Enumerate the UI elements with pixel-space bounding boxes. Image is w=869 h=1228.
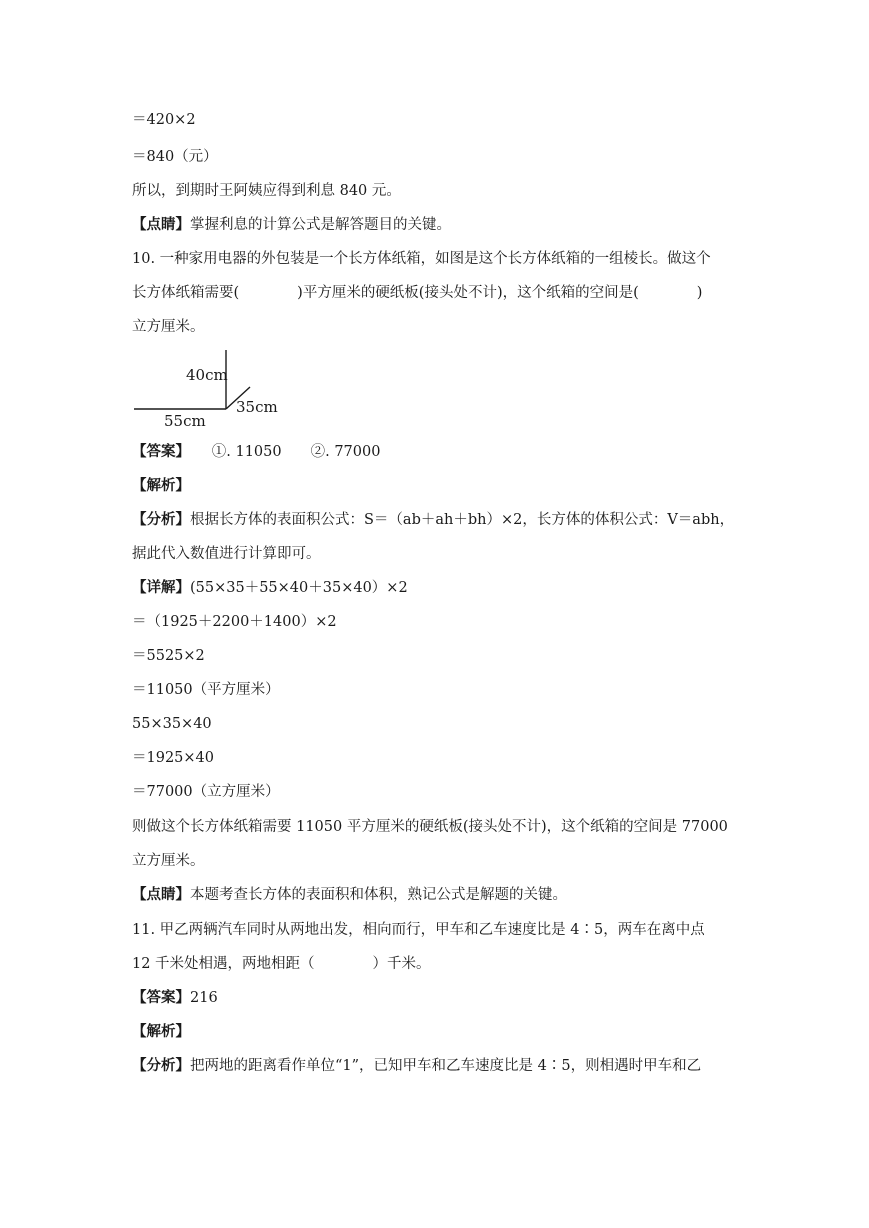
remark-tag: 【点睛】 [132,216,190,233]
calc-line: ＝11050（平方厘米） [132,682,280,698]
remark-text: 掌握利息的计算公式是解答题目的关键。 [190,217,451,233]
height-label: 40cm [186,366,228,384]
conclusion-line: 所以，到期时王阿姨应得到利息 840 元。 [132,183,401,199]
question-11-line-2: 12 千米处相遇，两地相距（ ）千米。 [132,956,431,972]
analysis-tag: 【解析】 [132,477,190,494]
detail-text: (55×35＋55×40＋35×40）×2 [190,580,408,596]
question-11-line-1: 11. 甲乙两辆汽车同时从两地出发，相向而行，甲车和乙车速度比是 4∶5，两车在离中点 [132,922,705,938]
remark-line [132,885,567,905]
analysis-text: 把两地的距离看作单位“1”，已知甲车和乙车速度比是 4∶5，则相遇时甲车和乙 [190,1058,702,1074]
calc-line: ＝420×2 [132,112,196,128]
remark-text: 本题考查长方体的表面积和体积，熟记公式是解题的关键。 [190,887,567,903]
answer-line [132,988,218,1008]
calc-line: 55×35×40 [132,716,212,732]
analysis-text: 根据长方体的表面积公式：S＝（ab＋ah＋bh）×2，长方体的体积公式：V＝abh， [190,512,735,528]
cuboid-edges-figure [130,345,280,433]
width-label: 35cm [236,398,278,416]
analysis-sub-tag: 【分析】 [132,511,190,528]
answer-line [132,442,380,462]
analysis-heading [132,1022,190,1042]
calc-line: ＝77000（立方厘米） [132,784,280,800]
remark-tag: 【点睛】 [132,886,190,903]
analysis-line [132,510,734,530]
answer-tag: 【答案】 [132,443,183,460]
analysis-heading [132,476,190,496]
question-10-line-2: 长方体纸箱需要( )平方厘米的硬纸板(接头处不计)，这个纸箱的空间是( ) [132,285,703,301]
answer-text: ①. 11050 ②. 77000 [182,444,381,460]
calc-line: ＝1925×40 [132,750,215,766]
question-10-line-1: 10. 一种家用电器的外包装是一个长方体纸箱，如图是这个长方体纸箱的一组棱长。做这个 [132,251,711,267]
analysis-sub-tag: 【分析】 [132,1057,190,1074]
calc-line: ＝5525×2 [132,648,205,664]
detail-line [132,578,408,598]
answer-tag: 【答案】 [132,989,190,1006]
detail-tag: 【详解】 [132,579,190,596]
calc-line: ＝840（元） [132,149,218,165]
question-10-line-3: 立方厘米。 [132,319,205,335]
analysis-tag: 【解析】 [132,1023,190,1040]
conclusion-line: 则做这个长方体纸箱需要 11050 平方厘米的硬纸板(接头处不计)，这个纸箱的空间是 77000 [132,819,728,835]
conclusion-line-2: 立方厘米。 [132,853,205,869]
remark-line [132,215,451,235]
answer-text: 216 [190,990,218,1006]
calc-line: ＝（1925＋2200＋1400）×2 [132,614,337,630]
length-label: 55cm [164,412,206,430]
analysis-line-2: 据此代入数值进行计算即可。 [132,546,321,562]
analysis-line [132,1056,701,1076]
